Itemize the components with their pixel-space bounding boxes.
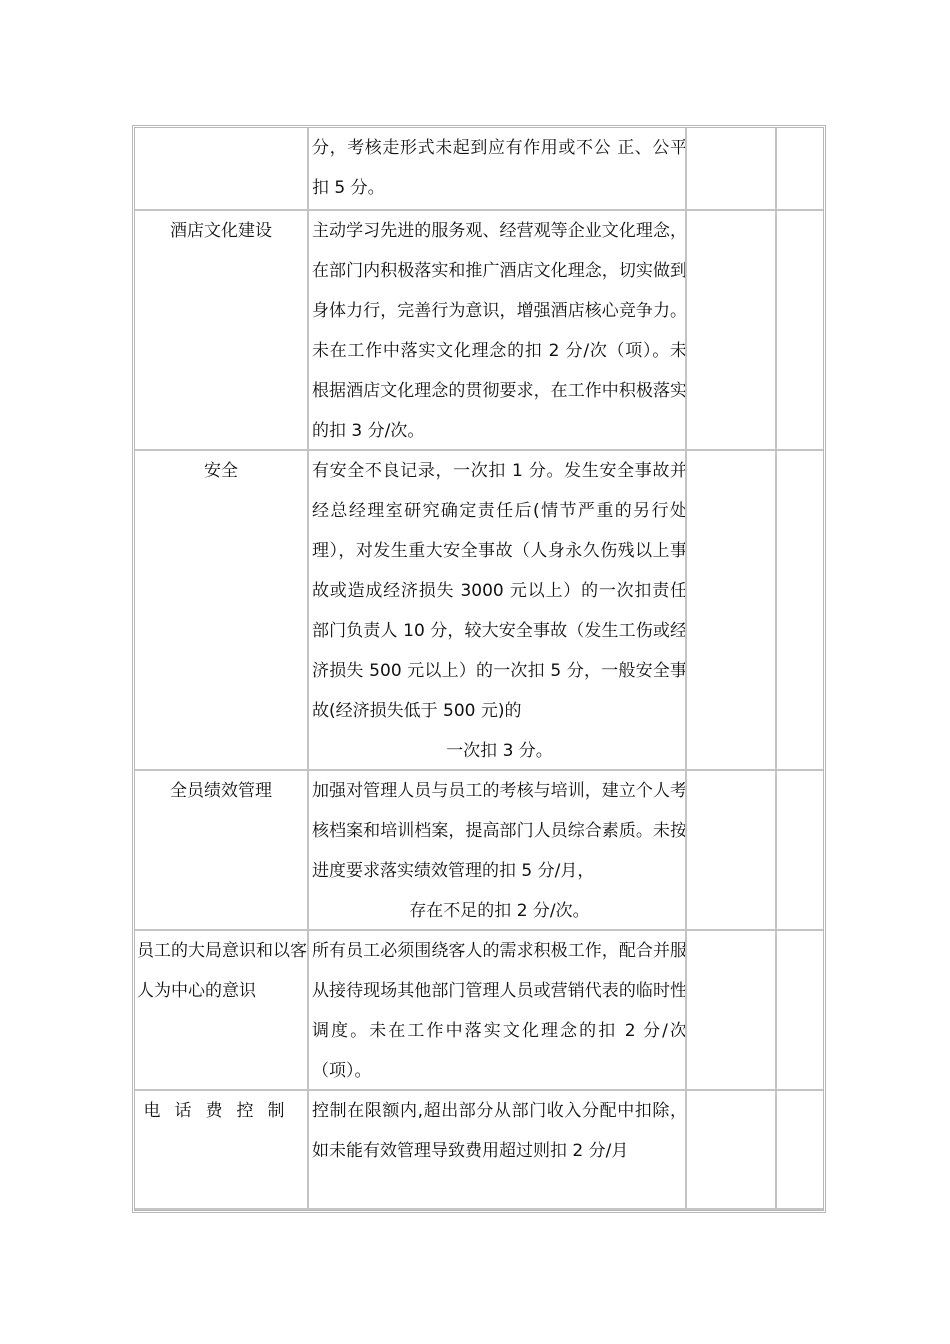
description-text: 主动学习先进的服务观、经营观等企业文化理念，在部门内积极落实和推广酒店文化理念，切实做到身体力行，完善行为意识，增强酒店核心竞争力。未在工作中落实文化理念的扣 2 分/次（项）。未根据酒店文化理念的贯彻要求，在工作中积极落实的扣 3 分/次。: [312, 221, 687, 441]
description-text: 控制在限额内,超出部分从部门收入分配中扣除，如未能有效管理导致费用超过则扣 2 分/月: [312, 1101, 687, 1161]
description-tail: 存在不足的扣 2 分/次。: [409, 901, 590, 921]
score-cell: [687, 211, 775, 449]
score-cell: [687, 128, 775, 209]
description-cell: [310, 1091, 689, 1208]
table-row: [135, 211, 823, 451]
score-cell: [687, 771, 775, 929]
column-divider: [775, 128, 777, 1210]
description-cell: [310, 211, 689, 449]
table-row: [135, 128, 823, 211]
remark-cell: [777, 1091, 823, 1208]
description-tail: 一次扣 3 分。: [446, 741, 553, 761]
column-divider: [685, 128, 687, 1210]
item-cell: 安全: [204, 461, 238, 481]
remark-cell: [777, 451, 823, 769]
item-cell: 电话费控制: [143, 1101, 299, 1121]
description-cell: [310, 931, 689, 1089]
remark-cell: [777, 128, 823, 209]
remark-cell: [777, 771, 823, 929]
remark-cell: [777, 211, 823, 449]
item-cell: 员工的大局意识和以客人为中心的意识: [137, 941, 307, 1001]
table-row: [135, 1091, 823, 1210]
description-cell: [310, 128, 689, 209]
description-text: 所有员工必须围绕客人的需求积极工作，配合并服从接待现场其他部门管理人员或营销代表的临时性调度。未在工作中落实文化理念的扣 2 分/次（项）。: [312, 941, 687, 1081]
item-cell: [135, 128, 307, 209]
score-cell: [687, 1091, 775, 1208]
assessment-table: [132, 125, 826, 1213]
column-divider: [307, 128, 309, 1210]
item-cell: 全员绩效管理: [170, 781, 272, 801]
description-cell: [310, 771, 689, 929]
description-text: 有安全不良记录，一次扣 1 分。发生安全事故并经总经理室研究确定责任后(情节严重的另行处理），对发生重大安全事故（人身永久伤残以上事故或造成经济损失 3000 元以上）的一次扣责任部门负责人 10 分，较大安全事故（发生工伤或经济损失 500 元以上）的一次扣 5 分，一般安全事故(经济损失低于 500 元)的: [312, 461, 687, 721]
remark-cell: [777, 931, 823, 1089]
table-row: [135, 451, 823, 771]
score-cell: [687, 931, 775, 1089]
description-text: 分，考核走形式未起到应有作用或不公 正、公平扣 5 分。: [312, 138, 687, 198]
score-cell: [687, 451, 775, 769]
table-row: [135, 931, 823, 1091]
description-text: 加强对管理人员与员工的考核与培训，建立个人考核档案和培训档案，提高部门人员综合素质。未按进度要求落实绩效管理的扣 5 分/月，: [312, 781, 687, 881]
table-row: [135, 771, 823, 931]
item-cell: 酒店文化建设: [170, 221, 272, 241]
description-cell: [310, 451, 689, 769]
